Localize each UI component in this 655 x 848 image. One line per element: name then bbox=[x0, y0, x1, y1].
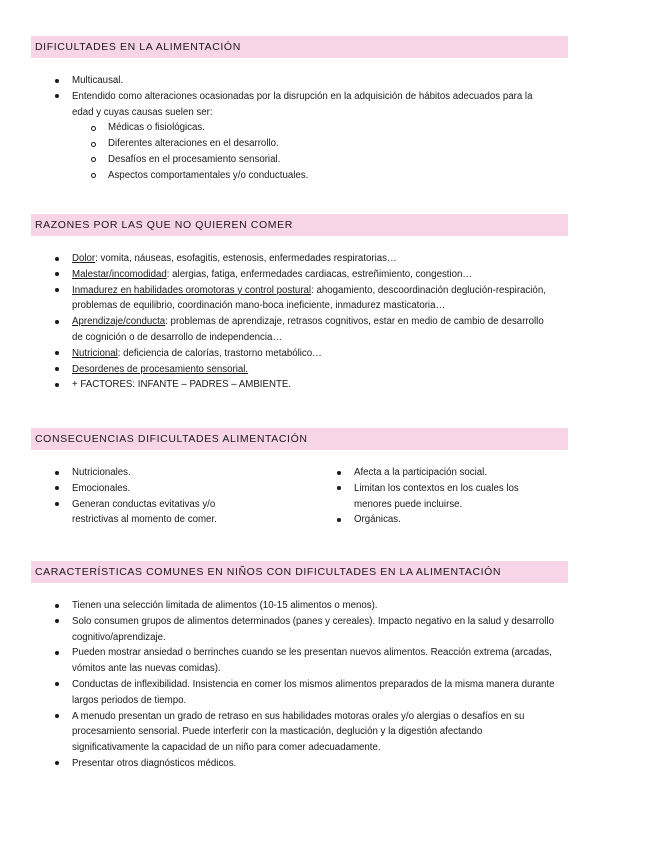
list-item: Solo consumen grupos de alimentos determinados (panes y cereales). Impacto negativo en la salud y desarrollo cognitivo/aprendizaje. bbox=[55, 614, 555, 646]
caracteristicas-list bbox=[55, 598, 555, 772]
reason-text: : alergias, fatiga, enfermedades cardiacas, estreñimiento, congestion… bbox=[166, 268, 473, 280]
consecuencias-left-list bbox=[55, 465, 255, 528]
razones-list bbox=[55, 251, 555, 393]
sublist-item: Aspectos comportamentales y/o conductuales. bbox=[72, 168, 555, 184]
reason-label: Malestar/incomodidad bbox=[72, 268, 167, 280]
reason-label: Desordenes de procesamiento sensorial. bbox=[72, 363, 249, 375]
list-item: Orgánicas. bbox=[337, 512, 537, 528]
list-item: Generan conductas evitativas y/o restrictivas al momento de comer. bbox=[55, 497, 255, 529]
reason-label: Nutricional bbox=[72, 347, 118, 359]
causes-sublist bbox=[72, 120, 555, 183]
reason-text: : problemas de aprendizaje, retrasos cognitivos, estar en medio de cambio de desarrollo de cognición o de desarrollo de independencia… bbox=[72, 316, 544, 343]
list-item bbox=[55, 89, 555, 184]
list-item bbox=[55, 346, 555, 362]
list-item: Multicausal. bbox=[55, 73, 555, 89]
reason-text: : vomita, náuseas, esofagitis, estenosis, enfermedades respiratorias… bbox=[95, 253, 397, 264]
list-item: Conductas de inflexibilidad. Insistencia en comer los mismos alimentos preparados de la misma manera durante largos periodos de tiempo. bbox=[55, 677, 555, 709]
list-item: + FACTORES: INFANTE – PADRES – AMBIENTE. bbox=[55, 377, 555, 393]
list-item: Pueden mostrar ansiedad o berrinches cuando se les presentan nuevos alimentos. Reacción extrema (arcadas, vómitos ante las nuevas comidas). bbox=[55, 645, 555, 677]
reason-label: Aprendizaje/conducta bbox=[72, 316, 166, 328]
reason-label: Inmadurez en habilidades oromotoras y control postural bbox=[72, 284, 312, 296]
reason-label: Dolor bbox=[72, 253, 96, 264]
section-header-consecuencias: CONSECUENCIAS DIFICULTADES ALIMENTACIÓN bbox=[31, 428, 568, 450]
list-item: Presentar otros diagnósticos médicos. bbox=[55, 756, 555, 772]
section-header-caracteristicas: CARACTERÍSTICAS COMUNES EN NIÑOS CON DIFICULTADES EN LA ALIMENTACIÓN bbox=[31, 561, 568, 583]
reason-text: : ahogamiento, descoordinación deglución-respiración, problemas de equilibrio, coordinación mano-boca ineficiente, inmadurez masticatoria… bbox=[72, 284, 546, 312]
list-item bbox=[55, 283, 555, 315]
list-item bbox=[55, 267, 555, 283]
list-item: Nutricionales. bbox=[55, 465, 255, 481]
list-item: Emocionales. bbox=[55, 481, 255, 497]
consecuencias-right-list bbox=[337, 465, 537, 528]
list-item: A menudo presentan un grado de retraso en sus habilidades motoras orales y/o alergias o desafíos en su procesamiento sensorial. Puede interferir con la masticación, deglución y la digestión afectando significativamente la capacidad de un niño para comer adecuadamente. bbox=[55, 709, 555, 756]
list-item: Limitan los contextos en los cuales los menores puede incluirse. bbox=[337, 481, 537, 513]
sublist-item: Diferentes alteraciones en el desarrollo. bbox=[72, 136, 555, 152]
list-item bbox=[55, 362, 555, 378]
list-item bbox=[55, 251, 555, 267]
sublist-item: Desafíos en el procesamiento sensorial. bbox=[72, 152, 555, 168]
section-header-dificultades: DIFICULTADES EN LA ALIMENTACIÓN bbox=[31, 36, 568, 58]
section-header-razones: RAZONES POR LAS QUE NO QUIEREN COMER bbox=[31, 214, 568, 236]
dificultades-list bbox=[55, 73, 555, 184]
list-item bbox=[55, 314, 555, 346]
reason-text: : deficiencia de calorías, trastorno metabólico… bbox=[117, 347, 322, 359]
list-item-text: Entendido como alteraciones ocasionadas por la disrupción en la adquisición de hábitos adecuados para la edad y cuyas causas suelen ser: bbox=[72, 90, 533, 118]
list-item: Tienen una selección limitada de alimentos (10-15 alimentos o menos). bbox=[55, 598, 555, 614]
list-item: Afecta a la participación social. bbox=[337, 465, 537, 481]
sublist-item: Médicas o fisiológicas. bbox=[72, 120, 555, 136]
